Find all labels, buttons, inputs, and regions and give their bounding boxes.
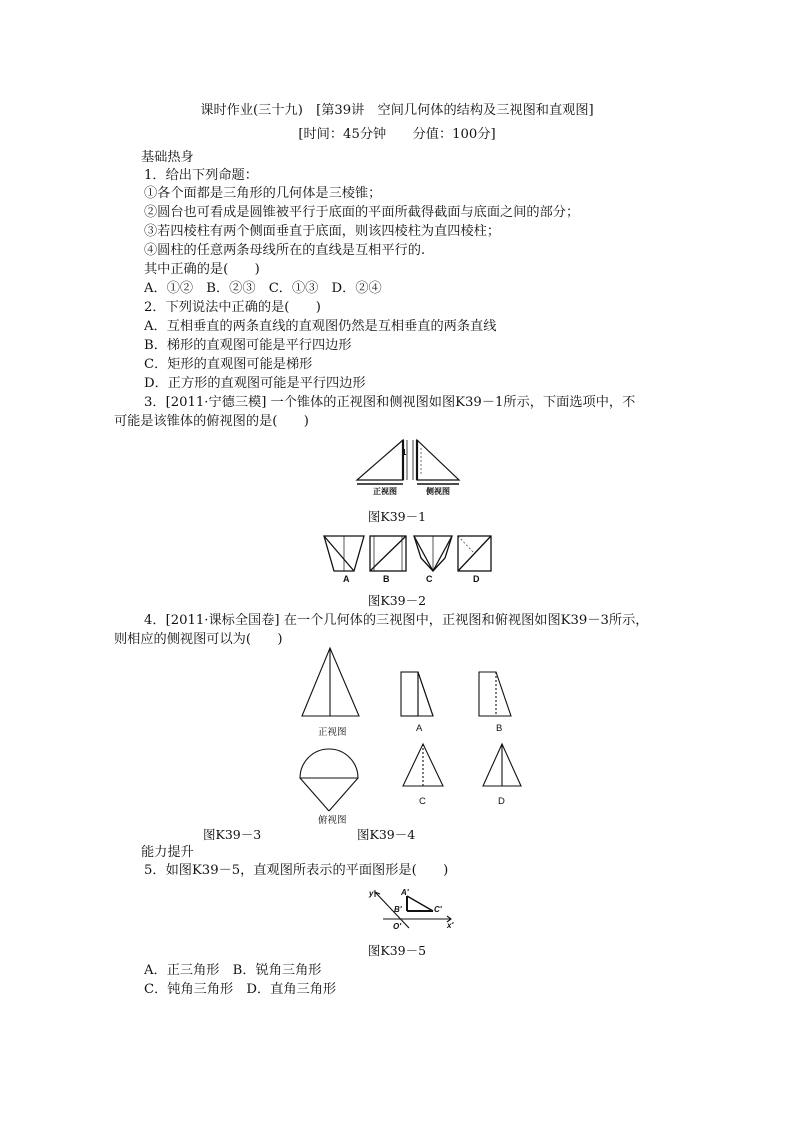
fig4-label-a: A <box>416 723 423 734</box>
q1-ask: 其中正确的是( ) <box>144 262 260 277</box>
fig1-side-label: 侧视图 <box>426 487 450 496</box>
fig2-caption: 图K39－2 <box>367 593 427 608</box>
q2-stem: 2．下列说法中正确的是( ) <box>144 300 321 315</box>
section-heading-basic: 基础热身 <box>141 150 194 165</box>
fig2-label-d: D <box>473 574 480 584</box>
axis-x-label: x' <box>447 921 454 930</box>
q2-option: A．互相垂直的两条直线的直观图仍然是互相垂直的两条直线 <box>144 319 497 334</box>
q5-options: C．钝角三角形 D．直角三角形 <box>144 982 337 997</box>
q3-line2: 可能是该锥体的俯视图的是( ) <box>114 414 309 429</box>
fig2-label-a: A <box>343 574 350 584</box>
q1-item: ①各个面都是三角形的几何体是三棱锥； <box>144 186 382 201</box>
fig4-label-c: C <box>419 796 426 807</box>
fig3-front-label: 正视图 <box>318 727 347 738</box>
fig1-front-label: 正视图 <box>373 487 397 496</box>
point-c-label: C' <box>434 905 442 914</box>
fig1-dim-label: 1 <box>402 448 407 457</box>
fig5-caption: 图K39－5 <box>367 943 427 958</box>
fig4-label-d: D <box>498 796 505 807</box>
side-option-b <box>479 672 511 716</box>
fig2-label-b: B <box>383 574 390 584</box>
page-subtitle: [时间：45分钟 分值：100分] <box>298 127 496 142</box>
fig4-label-b: B <box>496 723 503 734</box>
q4-line1: 4．[2011·课标全国卷] 在一个几何体的三视图中，正视图和俯视图如图K39－3所示， <box>144 613 649 628</box>
fig2-label-c: C <box>426 574 433 584</box>
fig1-caption: 图K39－1 <box>367 509 427 524</box>
q1-item: ④圆柱的任意两条母线所在的直线是互相平行的. <box>144 243 426 258</box>
page-title: 课时作业(三十九) [第39讲 空间几何体的结构及三视图和直观图] <box>200 103 594 118</box>
q1-options: A．①② B．②③ C．①③ D．②④ <box>144 281 382 296</box>
point-b-label: B' <box>394 905 402 914</box>
q5-stem: 5．如图K39－5，直观图所表示的平面图形是( ) <box>144 863 449 878</box>
q1-item: ②圆台也可看成是圆锥被平行于底面的平面所截得截面与底面之间的部分； <box>144 205 580 220</box>
q3-line1: 3．[2011·宁德三模] 一个锥体的正视图和侧视图如图K39－1所示，下面选项中，不 <box>144 395 636 410</box>
side-option-a <box>401 672 418 716</box>
figure-k39-2 <box>322 533 492 575</box>
origin-label: O' <box>393 922 402 931</box>
q2-option: C．矩形的直观图可能是梯形 <box>144 357 313 372</box>
q2-option: D．正方形的直观图可能是平行四边形 <box>144 376 366 391</box>
section-heading-advanced: 能力提升 <box>141 845 194 860</box>
q1-item: ③若四棱柱有两个侧面垂直于底面，则该四棱柱为直四棱柱； <box>144 224 501 239</box>
fig4-caption: 图K39－4 <box>357 827 416 842</box>
q2-option: B．梯形的直观图可能是平行四边形 <box>144 338 352 353</box>
q1-stem: 1．给出下列命题： <box>144 168 258 183</box>
point-a-label: A' <box>401 888 409 897</box>
fig3-top-label: 俯视图 <box>318 815 347 826</box>
top-view-shape <box>300 749 358 778</box>
fig3-caption: 图K39－3 <box>203 827 262 842</box>
axis-y-label: y' <box>369 889 376 898</box>
q5-options: A．正三角形 B．锐角三角形 <box>144 963 322 978</box>
q4-line2: 则相应的侧视图可以为( ) <box>114 632 283 647</box>
